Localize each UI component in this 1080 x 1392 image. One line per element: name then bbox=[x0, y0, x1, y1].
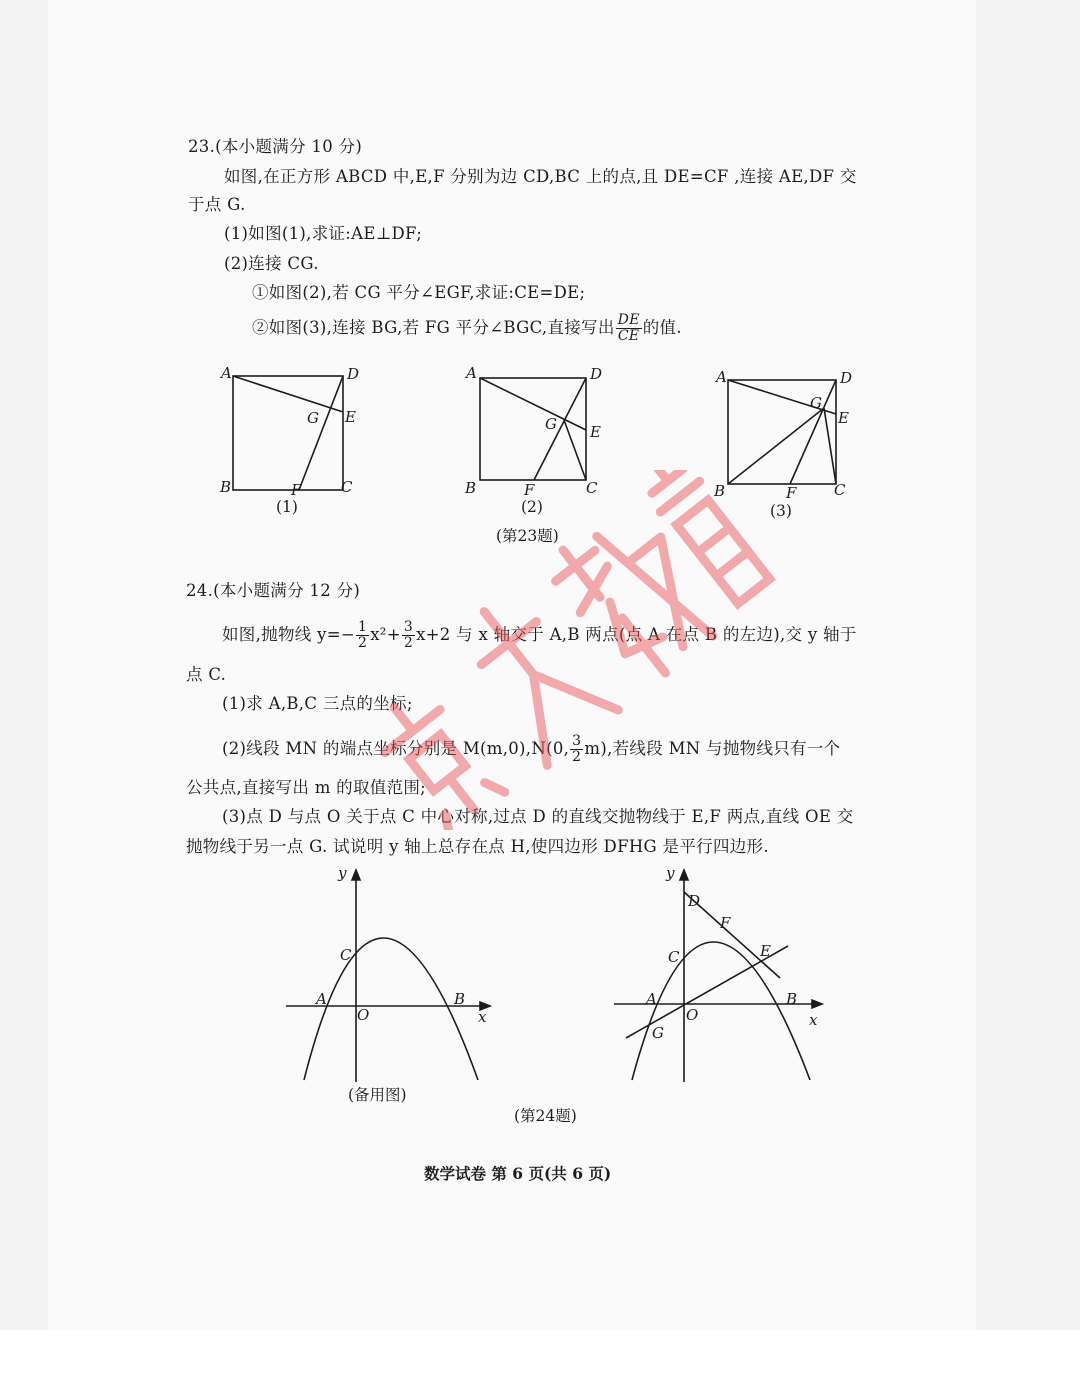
q24-part2-pre: (2)线段 MN 的端点坐标分别是 M(m,0),N(0, bbox=[222, 739, 570, 758]
label-o: O bbox=[357, 1006, 370, 1024]
q24-stem-line2: 点 C. bbox=[186, 665, 227, 684]
q23-fraction-de-ce bbox=[616, 313, 642, 344]
q23-part2b-post: 的值. bbox=[642, 318, 682, 337]
label-a: A bbox=[221, 364, 232, 382]
q23-part2a: ①如图(2),若 CG 平分∠EGF,求证:CE=DE; bbox=[252, 283, 586, 302]
q23-part1: (1)如图(1),求证:AE⊥DF; bbox=[224, 224, 423, 243]
q24-spare-caption: (备用图) bbox=[348, 1086, 407, 1104]
segment-df bbox=[534, 378, 586, 480]
bottom-margin bbox=[0, 1330, 1080, 1392]
label-f: F bbox=[524, 481, 535, 499]
label-d: D bbox=[840, 369, 853, 387]
q24-stem-line1 bbox=[222, 620, 857, 651]
label-e: E bbox=[760, 942, 771, 960]
fraction-num: 3 bbox=[572, 733, 582, 749]
label-e: E bbox=[838, 409, 849, 427]
fraction-num: 3 bbox=[403, 619, 414, 635]
q24-part3-line1: (3)点 D 与点 O 关于点 C 中心对称,过点 D 的直线交抛物线于 E,F 两点,直线 OE 交 bbox=[222, 807, 854, 826]
q23-stem-line2: 于点 G. bbox=[188, 195, 246, 214]
q23-header: 23.(本小题满分 10 分) bbox=[188, 137, 363, 156]
page-footer: 数学试卷 第 6 页(共 6 页) bbox=[424, 1164, 612, 1183]
label-e: E bbox=[590, 423, 601, 441]
label-c: C bbox=[586, 479, 598, 497]
label-g: G bbox=[652, 1024, 664, 1042]
label-y: y bbox=[338, 864, 347, 882]
q23-fig1-label: (1) bbox=[276, 498, 298, 516]
q24-part1: (1)求 A,B,C 三点的坐标; bbox=[222, 694, 413, 713]
q23-fig2-label: (2) bbox=[521, 498, 543, 516]
label-d: D bbox=[688, 892, 701, 910]
fraction-num: 1 bbox=[357, 619, 368, 635]
q24-figure-spare bbox=[280, 862, 500, 1084]
label-o: O bbox=[686, 1006, 699, 1024]
segment-cg bbox=[824, 408, 836, 484]
q23-fraction-den: CE bbox=[617, 328, 640, 344]
label-b: B bbox=[454, 990, 466, 1008]
label-g: G bbox=[545, 415, 557, 433]
label-a: A bbox=[466, 364, 477, 382]
segment-bg bbox=[728, 408, 824, 484]
q23-figure-2 bbox=[460, 362, 610, 502]
q23-part2: (2)连接 CG. bbox=[224, 254, 319, 273]
q23-figure-caption: (第23题) bbox=[496, 527, 559, 545]
label-b: B bbox=[714, 482, 726, 500]
q24-fraction-1 bbox=[356, 620, 369, 651]
q23-fraction-num: DE bbox=[617, 312, 640, 328]
q23-figure-3 bbox=[708, 362, 858, 502]
q24-stem-pre: 如图,抛物线 y=− bbox=[222, 625, 355, 644]
segment-ae bbox=[233, 376, 343, 412]
segment-df bbox=[299, 376, 343, 490]
q24-figure-main bbox=[610, 862, 830, 1084]
label-a: A bbox=[316, 990, 327, 1008]
label-x: x bbox=[809, 1011, 818, 1029]
square-abcd bbox=[233, 376, 343, 490]
q24-stem-mid2: x+2 与 x 轴交于 A,B 两点(点 A 在点 B 的左边),交 y 轴于 bbox=[416, 625, 857, 644]
q24-header: 24.(本小题满分 12 分) bbox=[186, 581, 361, 600]
q23-figure-1 bbox=[215, 362, 365, 502]
q23-part2b bbox=[252, 313, 682, 344]
q24-part3-line2: 抛物线于另一点 G. 试说明 y 轴上总存在点 H,使四边形 DFHG 是平行四边形. bbox=[186, 837, 769, 856]
label-f: F bbox=[720, 914, 731, 932]
y-axis-arrow bbox=[352, 870, 360, 880]
q24-figure-caption: (第24题) bbox=[514, 1107, 577, 1125]
square-abcd bbox=[480, 378, 586, 480]
label-a: A bbox=[716, 368, 727, 386]
q23-part2b-pre: ②如图(3),连接 BG,若 FG 平分∠BGC,直接写出 bbox=[252, 318, 615, 337]
label-f: F bbox=[786, 484, 797, 502]
x-axis-arrow bbox=[812, 1000, 822, 1008]
label-x: x bbox=[478, 1008, 487, 1026]
label-e: E bbox=[345, 408, 356, 426]
label-c: C bbox=[340, 946, 352, 964]
label-c: C bbox=[341, 478, 353, 496]
label-f: F bbox=[291, 481, 302, 499]
parabola bbox=[304, 938, 478, 1080]
q24-part2-line2: 公共点,直接写出 m 的取值范围; bbox=[186, 778, 427, 797]
segment-ae bbox=[480, 378, 586, 430]
q24-fraction-2 bbox=[402, 620, 415, 651]
label-g: G bbox=[810, 394, 822, 412]
label-b: B bbox=[786, 990, 798, 1008]
label-y: y bbox=[666, 864, 675, 882]
q24-part2-post: m),若线段 MN 与抛物线只有一个 bbox=[584, 739, 841, 758]
fraction-den: 2 bbox=[572, 749, 582, 765]
label-a: A bbox=[646, 990, 657, 1008]
label-c: C bbox=[834, 481, 846, 499]
label-g: G bbox=[307, 409, 319, 427]
label-b: B bbox=[220, 478, 232, 496]
q23-fig3-label: (3) bbox=[770, 502, 792, 520]
q24-fraction-3 bbox=[570, 734, 583, 765]
q23-stem-line1: 如图,在正方形 ABCD 中,E,F 分别为边 CD,BC 上的点,且 DE=CF ,连接 AE,DF 交 bbox=[224, 167, 857, 186]
y-axis-arrow bbox=[680, 870, 688, 880]
label-d: D bbox=[590, 365, 603, 383]
fraction-den: 2 bbox=[357, 635, 368, 651]
label-d: D bbox=[347, 365, 360, 383]
label-c: C bbox=[668, 948, 680, 966]
parabola bbox=[632, 942, 810, 1080]
q24-part2 bbox=[222, 734, 840, 765]
fraction-den: 2 bbox=[403, 635, 414, 651]
label-b: B bbox=[465, 479, 477, 497]
q24-stem-mid1: x²+ bbox=[370, 625, 401, 644]
